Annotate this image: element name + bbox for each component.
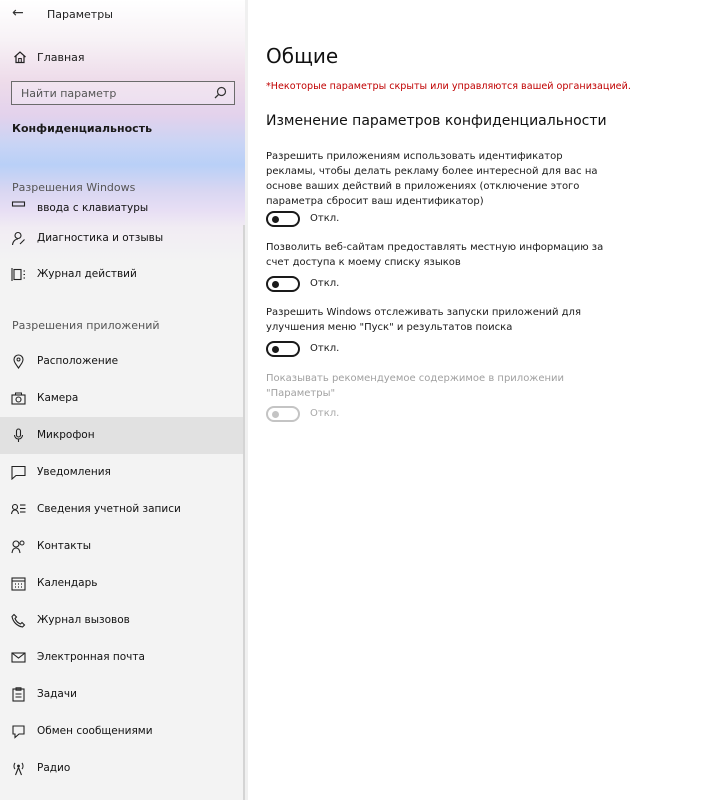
toggle-knob bbox=[272, 216, 279, 223]
call-history-icon bbox=[11, 613, 26, 628]
sidebar-item-label: Задачи bbox=[37, 688, 77, 700]
location-icon bbox=[11, 354, 26, 369]
account-info-icon bbox=[11, 502, 26, 517]
sidebar-item-account-info[interactable] bbox=[0, 491, 243, 528]
sidebar-item-label: Диагностика и отзывы bbox=[37, 232, 164, 244]
toggle-knob bbox=[272, 411, 279, 418]
sidebar bbox=[0, 0, 245, 800]
sidebar-item-label: Журнал действий bbox=[37, 268, 137, 280]
category-title: Конфиденциальность bbox=[12, 122, 153, 135]
sidebar-item-label: ввода с клавиатуры bbox=[37, 202, 149, 214]
sidebar-item-label: Уведомления bbox=[37, 466, 111, 478]
radio-icon bbox=[11, 761, 26, 776]
feedback-icon bbox=[11, 231, 26, 246]
search-placeholder: Найти параметр bbox=[21, 87, 117, 100]
app-launch-tracking-toggle[interactable] bbox=[266, 341, 300, 357]
sidebar-item-notifications[interactable] bbox=[0, 454, 243, 491]
sidebar-item-label: Радио bbox=[37, 762, 71, 774]
sidebar-item-diagnostics[interactable] bbox=[0, 220, 243, 257]
setting-suggested-content-description: Показывать рекомендуемое содержимое в приложении "Параметры" bbox=[266, 373, 565, 399]
home-label: Главная bbox=[37, 51, 85, 64]
section-title: Изменение параметров конфиденциальности bbox=[266, 113, 607, 129]
contacts-icon bbox=[11, 539, 26, 554]
sidebar-item-label: Сведения учетной записи bbox=[37, 503, 181, 515]
sidebar-item-camera[interactable] bbox=[0, 380, 243, 417]
toggle-state-label: Откл. bbox=[310, 278, 340, 289]
sidebar-item-activity[interactable] bbox=[0, 256, 243, 293]
notifications-icon bbox=[11, 465, 26, 480]
microphone-icon bbox=[11, 428, 26, 443]
timeline-icon bbox=[11, 267, 26, 282]
sidebar-item-radio[interactable] bbox=[0, 750, 243, 787]
group-label-windows: Разрешения Windows bbox=[12, 181, 136, 194]
sidebar-item-call-history[interactable] bbox=[0, 602, 243, 639]
advertising-id-toggle[interactable] bbox=[266, 211, 300, 227]
sidebar-item-label: Микрофон bbox=[37, 429, 95, 441]
setting-advertising-id-description: Разрешить приложениям использовать идентификатор рекламы, чтобы делать рекламу более интересной для вас на основе ваших действий в приложениях (отключение этого параметра сбросит ваш идентификатор) bbox=[266, 151, 598, 207]
sidebar-item-contacts[interactable] bbox=[0, 528, 243, 565]
sidebar-item-label: Расположение bbox=[37, 355, 119, 367]
back-arrow-icon[interactable]: ← bbox=[12, 5, 24, 21]
main-content bbox=[248, 0, 703, 800]
toggle-knob bbox=[272, 346, 279, 353]
setting-app-launch-tracking-description: Разрешить Windows отслеживать запуски приложений для улучшения меню "Пуск" и результатов поиска bbox=[266, 307, 581, 333]
toggle-state-label: Откл. bbox=[310, 213, 340, 224]
toggle-state-label: Откл. bbox=[310, 408, 340, 419]
group-label-apps: Разрешения приложений bbox=[12, 319, 160, 332]
search-icon[interactable] bbox=[214, 86, 227, 99]
toggle-state-label: Откл. bbox=[310, 343, 340, 354]
sidebar-item-calendar[interactable] bbox=[0, 565, 243, 602]
policy-warning: *Некоторые параметры скрыты или управляются вашей организацией. bbox=[266, 81, 631, 92]
calendar-icon bbox=[11, 576, 26, 591]
home-icon bbox=[13, 50, 27, 64]
search-input[interactable] bbox=[11, 81, 235, 105]
sidebar-item-messaging[interactable] bbox=[0, 713, 243, 750]
sidebar-item-email[interactable] bbox=[0, 639, 243, 676]
sidebar-item-label: Электронная почта bbox=[37, 651, 145, 663]
keyboard-icon bbox=[11, 201, 26, 216]
toggle-knob bbox=[272, 281, 279, 288]
sidebar-item-label: Обмен сообщениями bbox=[37, 725, 153, 737]
sidebar-item-label: Контакты bbox=[37, 540, 92, 552]
language-list-toggle[interactable] bbox=[266, 276, 300, 292]
setting-language-list-description: Позволить веб-сайтам предоставлять местную информацию за счет доступа к моему списку языков bbox=[266, 242, 604, 268]
camera-icon bbox=[11, 391, 26, 406]
sidebar-item-label: Календарь bbox=[37, 577, 98, 589]
home-nav-item[interactable] bbox=[0, 44, 245, 72]
sidebar-item-label: Камера bbox=[37, 392, 79, 404]
title-bar bbox=[0, 0, 245, 30]
messaging-icon bbox=[11, 724, 26, 739]
sidebar-item-microphone[interactable] bbox=[0, 417, 243, 454]
page-title: Общие bbox=[266, 44, 339, 68]
tasks-icon bbox=[11, 687, 26, 702]
email-icon bbox=[11, 650, 26, 665]
sidebar-item-location[interactable] bbox=[0, 343, 243, 380]
sidebar-item-tasks[interactable] bbox=[0, 676, 243, 713]
sidebar-item-label: Журнал вызовов bbox=[37, 614, 130, 626]
window-title: Параметры bbox=[47, 8, 113, 21]
suggested-content-toggle bbox=[266, 406, 300, 422]
